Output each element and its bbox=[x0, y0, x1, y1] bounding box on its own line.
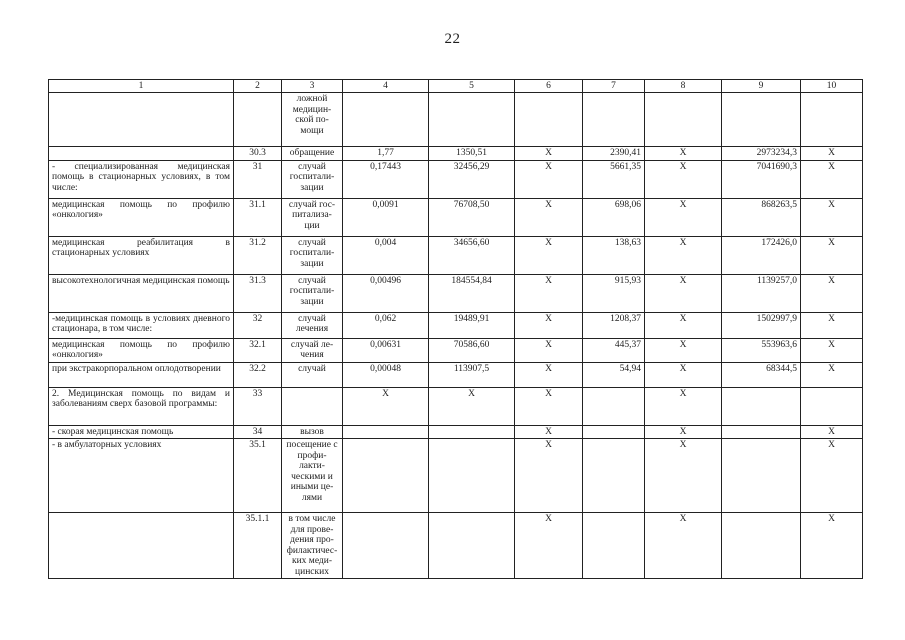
cell-col4 bbox=[343, 425, 429, 439]
cell-col9 bbox=[722, 439, 801, 513]
cell-col4 bbox=[343, 439, 429, 513]
row-number bbox=[234, 93, 282, 147]
cell-col7: 138,63 bbox=[583, 236, 645, 274]
cell-col9 bbox=[722, 387, 801, 425]
cell-col10: Х bbox=[801, 236, 863, 274]
cell-col10: Х bbox=[801, 439, 863, 513]
cell-col7: 2390,41 bbox=[583, 147, 645, 161]
cell-col4: Х bbox=[343, 387, 429, 425]
cell-col6: Х bbox=[515, 425, 583, 439]
column-header: 1 bbox=[49, 80, 234, 93]
cell-col10: Х bbox=[801, 312, 863, 338]
page-number: 22 bbox=[444, 31, 461, 47]
cell-col8: Х bbox=[645, 147, 722, 161]
cell-col7: 445,37 bbox=[583, 338, 645, 362]
cell-col7: 1208,37 bbox=[583, 312, 645, 338]
cell-col8: Х bbox=[645, 160, 722, 198]
row-unit: случай гос-питализа-ции bbox=[282, 198, 343, 236]
row-unit: обращение bbox=[282, 147, 343, 161]
cell-col7: 698,06 bbox=[583, 198, 645, 236]
header-row bbox=[49, 80, 863, 93]
cell-col9 bbox=[722, 93, 801, 147]
column-header: 3 bbox=[282, 80, 343, 93]
cell-col10 bbox=[801, 93, 863, 147]
cell-col6: Х bbox=[515, 362, 583, 387]
row-description: медицинская помощь по профилю «онкология» bbox=[49, 198, 234, 236]
cell-col4: 0,0091 bbox=[343, 198, 429, 236]
cell-col5: 76708,50 bbox=[429, 198, 515, 236]
cell-col4: 0,004 bbox=[343, 236, 429, 274]
cell-col9: 868263,5 bbox=[722, 198, 801, 236]
row-number: 31 bbox=[234, 160, 282, 198]
table-row bbox=[49, 198, 863, 236]
row-unit: случай госпитали-зации bbox=[282, 274, 343, 312]
cell-col5: 113907,5 bbox=[429, 362, 515, 387]
cell-col8: Х bbox=[645, 236, 722, 274]
cell-col6: Х bbox=[515, 160, 583, 198]
cell-col8: Х bbox=[645, 338, 722, 362]
row-description: -медицинская помощь в условиях дневного стационара, в том числе: bbox=[49, 312, 234, 338]
cell-col10: Х bbox=[801, 147, 863, 161]
row-description: медицинская реабилитация в стационарных условиях bbox=[49, 236, 234, 274]
column-header: 2 bbox=[234, 80, 282, 93]
row-unit: в том числе для прове-дения про-филактичес-ких меди-цинских bbox=[282, 513, 343, 579]
cell-col9: 1139257,0 bbox=[722, 274, 801, 312]
cell-col6: Х bbox=[515, 387, 583, 425]
cell-col6: Х bbox=[515, 236, 583, 274]
row-number: 33 bbox=[234, 387, 282, 425]
cell-col4 bbox=[343, 93, 429, 147]
cell-col9 bbox=[722, 513, 801, 579]
cell-col9: 7041690,3 bbox=[722, 160, 801, 198]
cell-col10 bbox=[801, 387, 863, 425]
row-number: 35.1 bbox=[234, 439, 282, 513]
row-description bbox=[49, 513, 234, 579]
data-table bbox=[48, 79, 863, 579]
table-row bbox=[49, 312, 863, 338]
table-row bbox=[49, 338, 863, 362]
cell-col8: Х bbox=[645, 425, 722, 439]
table-row bbox=[49, 236, 863, 274]
table-row bbox=[49, 439, 863, 513]
cell-col5 bbox=[429, 425, 515, 439]
cell-col10: Х bbox=[801, 274, 863, 312]
column-header: 9 bbox=[722, 80, 801, 93]
column-header: 10 bbox=[801, 80, 863, 93]
cell-col7: 54,94 bbox=[583, 362, 645, 387]
row-number: 31.2 bbox=[234, 236, 282, 274]
cell-col10: Х bbox=[801, 198, 863, 236]
cell-col9 bbox=[722, 425, 801, 439]
table-row bbox=[49, 147, 863, 161]
row-unit: случай bbox=[282, 362, 343, 387]
row-unit: вызов bbox=[282, 425, 343, 439]
cell-col7 bbox=[583, 425, 645, 439]
cell-col4: 0,062 bbox=[343, 312, 429, 338]
cell-col5 bbox=[429, 93, 515, 147]
cell-col9: 68344,5 bbox=[722, 362, 801, 387]
cell-col6: Х bbox=[515, 439, 583, 513]
cell-col8: Х bbox=[645, 198, 722, 236]
cell-col7: 915,93 bbox=[583, 274, 645, 312]
row-description: при экстракорпоральном оплодотворении bbox=[49, 362, 234, 387]
cell-col7 bbox=[583, 387, 645, 425]
row-number: 31.1 bbox=[234, 198, 282, 236]
cell-col5: 70586,60 bbox=[429, 338, 515, 362]
row-unit: случай госпитали-зации bbox=[282, 236, 343, 274]
cell-col5: 34656,60 bbox=[429, 236, 515, 274]
cell-col8: Х bbox=[645, 274, 722, 312]
cell-col6: Х bbox=[515, 312, 583, 338]
column-header: 6 bbox=[515, 80, 583, 93]
row-unit bbox=[282, 387, 343, 425]
cell-col9: 2973234,3 bbox=[722, 147, 801, 161]
column-header: 5 bbox=[429, 80, 515, 93]
row-unit: случай госпитали-зации bbox=[282, 160, 343, 198]
table-row bbox=[49, 425, 863, 439]
cell-col4: 1,77 bbox=[343, 147, 429, 161]
cell-col9: 1502997,9 bbox=[722, 312, 801, 338]
cell-col6 bbox=[515, 93, 583, 147]
row-description: - специализированная медицинская помощь в стационарных условиях, в том числе: bbox=[49, 160, 234, 198]
cell-col10: Х bbox=[801, 513, 863, 579]
table-row bbox=[49, 274, 863, 312]
row-number: 30.3 bbox=[234, 147, 282, 161]
row-unit: ложной медицин-ской по-мощи bbox=[282, 93, 343, 147]
row-description: медицинская помощь по профилю «онкология» bbox=[49, 338, 234, 362]
row-number: 32 bbox=[234, 312, 282, 338]
cell-col4: 0,00631 bbox=[343, 338, 429, 362]
cell-col8: Х bbox=[645, 312, 722, 338]
row-number: 34 bbox=[234, 425, 282, 439]
cell-col5: 19489,91 bbox=[429, 312, 515, 338]
column-header: 4 bbox=[343, 80, 429, 93]
table-row bbox=[49, 160, 863, 198]
cell-col5 bbox=[429, 439, 515, 513]
cell-col10: Х bbox=[801, 338, 863, 362]
cell-col7: 5661,35 bbox=[583, 160, 645, 198]
table-row bbox=[49, 362, 863, 387]
cell-col10: Х bbox=[801, 160, 863, 198]
cell-col5: 1350,51 bbox=[429, 147, 515, 161]
cell-col4: 0,00048 bbox=[343, 362, 429, 387]
cell-col5: 184554,84 bbox=[429, 274, 515, 312]
cell-col4: 0,00496 bbox=[343, 274, 429, 312]
cell-col8 bbox=[645, 93, 722, 147]
cell-col6: Х bbox=[515, 274, 583, 312]
row-description bbox=[49, 93, 234, 147]
cell-col10: Х bbox=[801, 425, 863, 439]
row-unit: случай ле-чения bbox=[282, 338, 343, 362]
cell-col5 bbox=[429, 513, 515, 579]
row-number: 31.3 bbox=[234, 274, 282, 312]
cell-col10: Х bbox=[801, 362, 863, 387]
cell-col6: Х bbox=[515, 147, 583, 161]
column-header: 7 bbox=[583, 80, 645, 93]
cell-col5: Х bbox=[429, 387, 515, 425]
table-row bbox=[49, 513, 863, 579]
cell-col7 bbox=[583, 513, 645, 579]
cell-col7 bbox=[583, 439, 645, 513]
row-unit: случай лечения bbox=[282, 312, 343, 338]
row-number: 32.1 bbox=[234, 338, 282, 362]
row-description bbox=[49, 147, 234, 161]
row-number: 35.1.1 bbox=[234, 513, 282, 579]
cell-col7 bbox=[583, 93, 645, 147]
cell-col6: Х bbox=[515, 338, 583, 362]
cell-col8: Х bbox=[645, 439, 722, 513]
column-header: 8 bbox=[645, 80, 722, 93]
cell-col8: Х bbox=[645, 513, 722, 579]
row-number: 32.2 bbox=[234, 362, 282, 387]
row-description: - скорая медицинская помощь bbox=[49, 425, 234, 439]
cell-col6: Х bbox=[515, 198, 583, 236]
cell-col5: 32456,29 bbox=[429, 160, 515, 198]
cell-col9: 172426,0 bbox=[722, 236, 801, 274]
row-unit: посещение с профи-лакти-ческими и иными це-лями bbox=[282, 439, 343, 513]
cell-col4 bbox=[343, 513, 429, 579]
row-description: высокотехнологичная медицинская помощь bbox=[49, 274, 234, 312]
cell-col6: Х bbox=[515, 513, 583, 579]
cell-col8: Х bbox=[645, 362, 722, 387]
cell-col9: 553963,6 bbox=[722, 338, 801, 362]
table-row bbox=[49, 387, 863, 425]
table-row bbox=[49, 93, 863, 147]
cell-col4: 0,17443 bbox=[343, 160, 429, 198]
row-description: 2. Медицинская помощь по видам и заболеваниям сверх базовой программы: bbox=[49, 387, 234, 425]
cell-col8: Х bbox=[645, 387, 722, 425]
row-description: - в амбулаторных условиях bbox=[49, 439, 234, 513]
